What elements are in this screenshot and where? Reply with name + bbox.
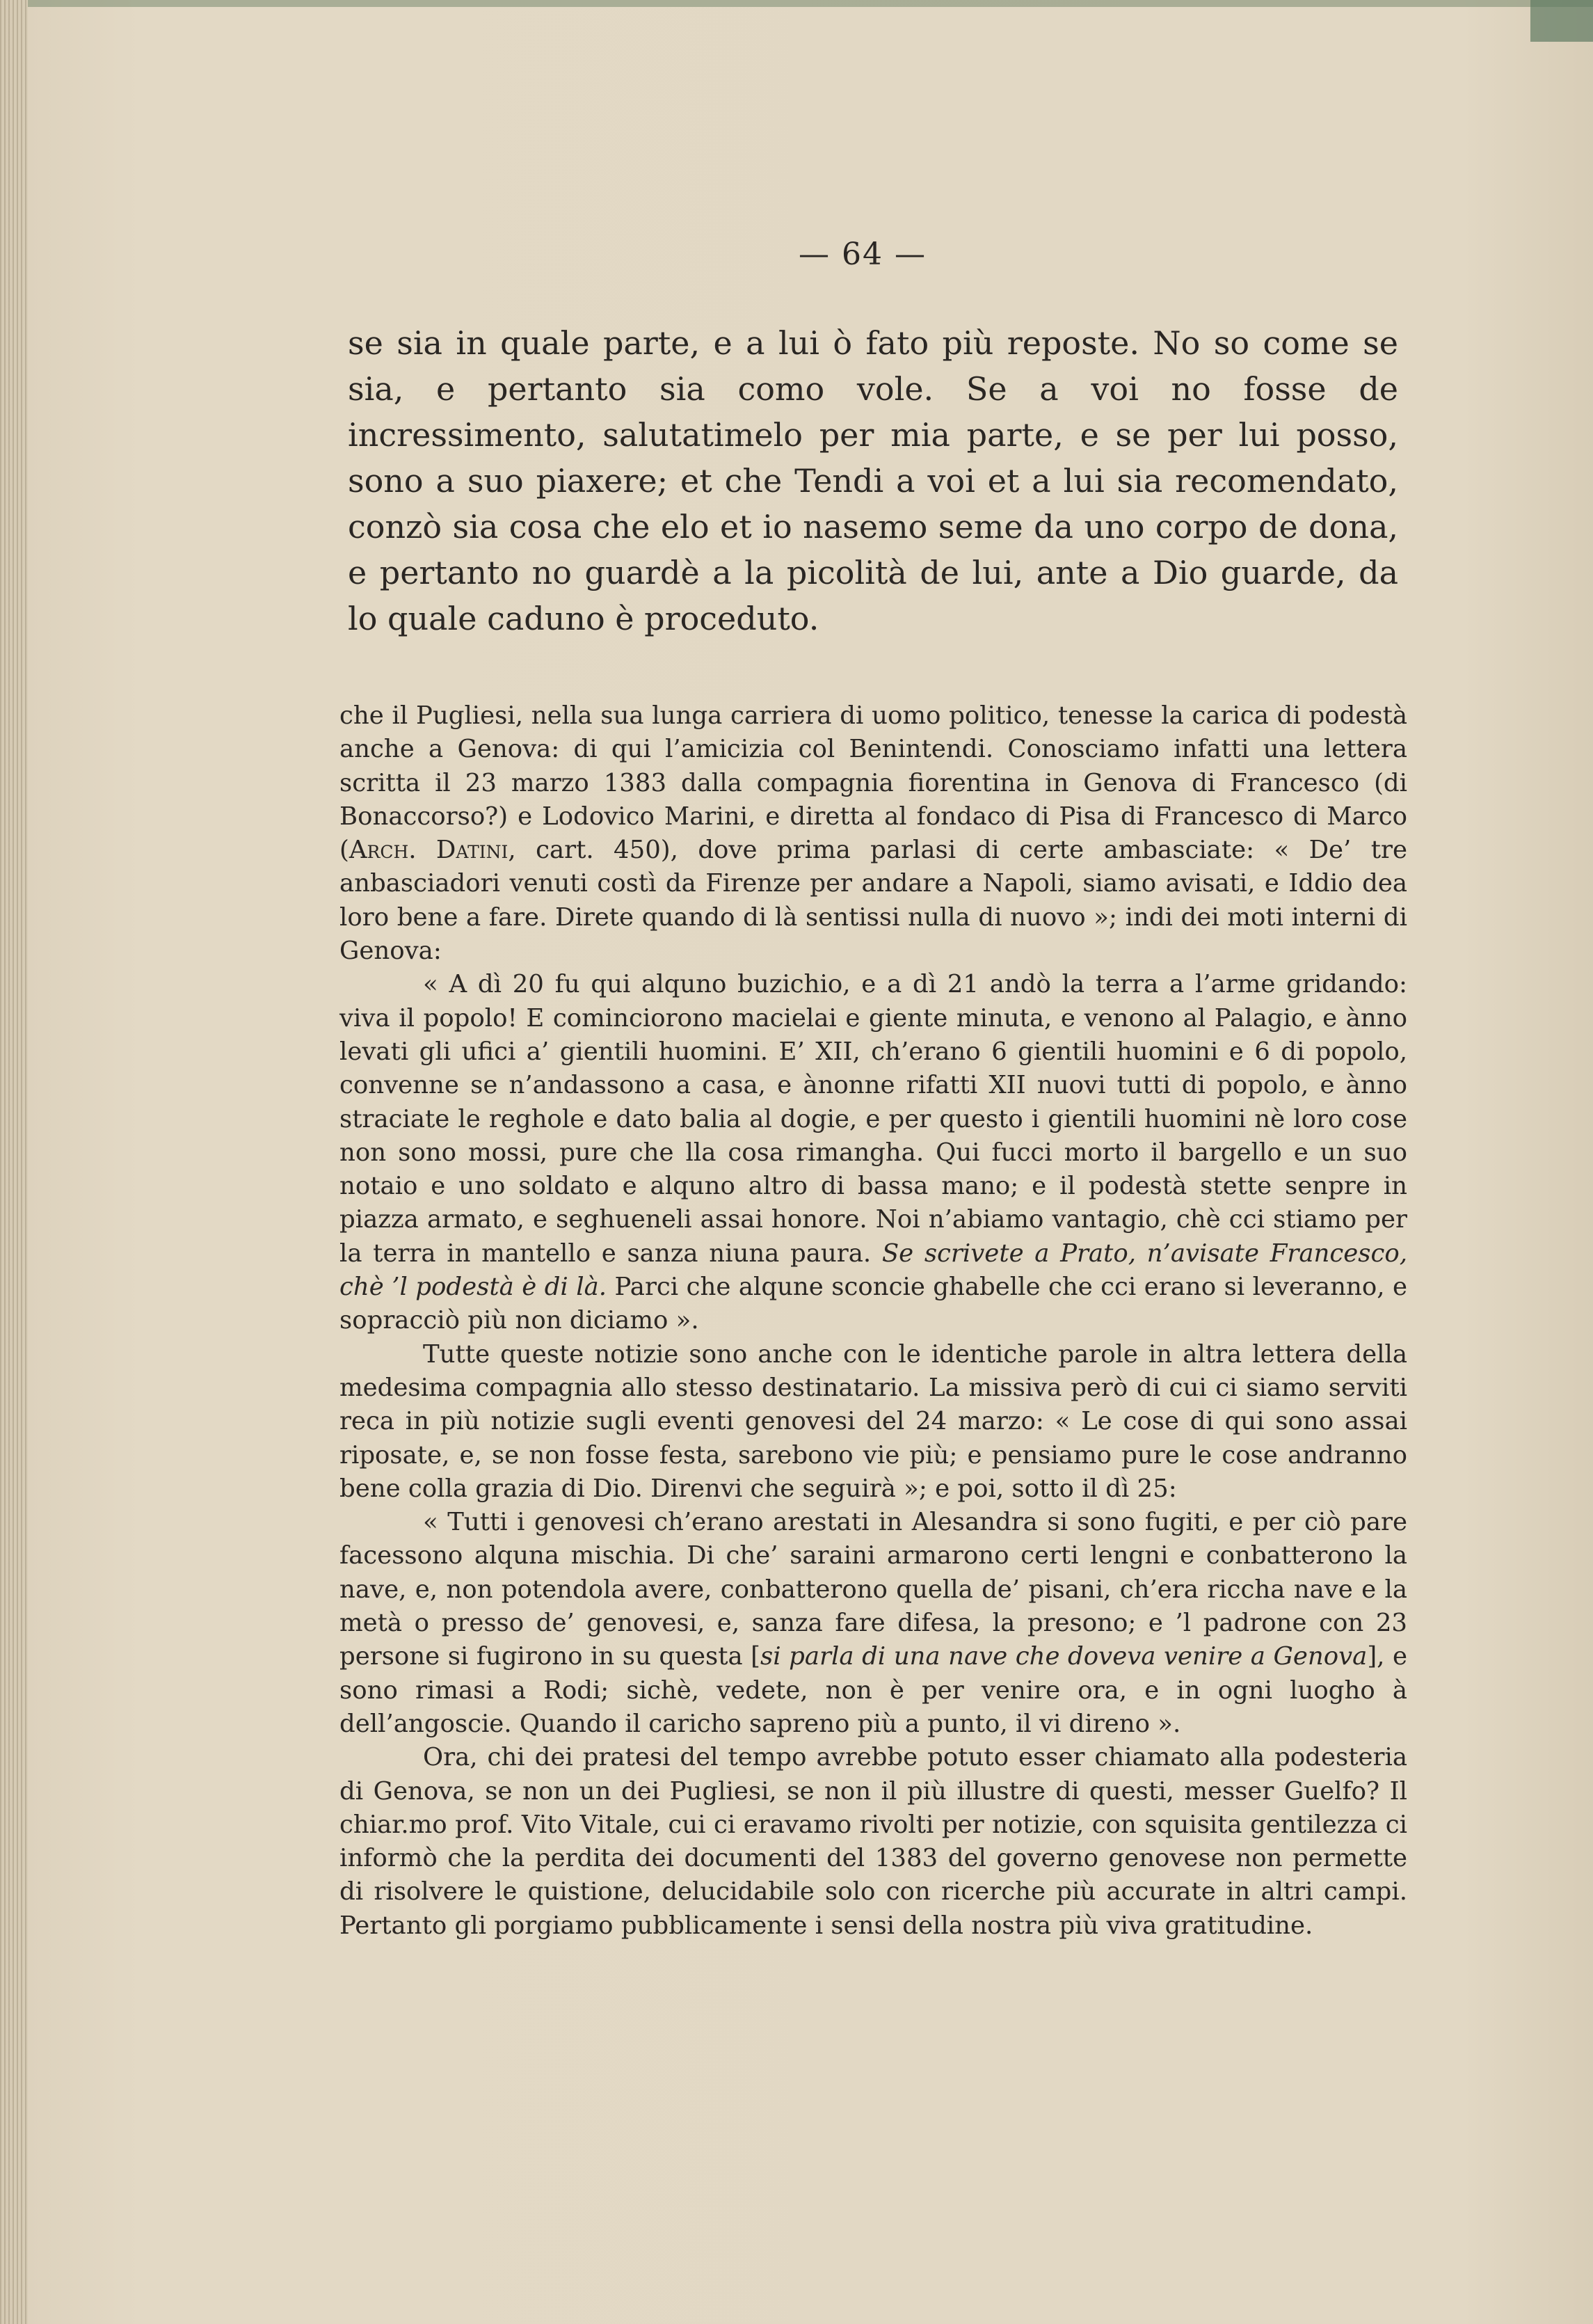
paragraph-2-b: Parci che alqune sconcie ghabelle che cci erano si leveranno, e sopracciò più non diciamo ». — [339, 1273, 1408, 1335]
paragraph-4-b: ], e sono rimasi a Rodi; sichè, vedete, non è per venire ora, e in ogni luogho à dell’angoscie. Quando il caricho sapreno più a punto, il vi direno ». — [339, 1642, 1407, 1738]
paragraph-1 — [339, 699, 1407, 968]
paragraph-1-a: che il Pugliesi, nella sua lunga carriera di uomo politico, tenesse la carica di podestà anche a Genova: di qui l’amicizia col Benintendi. Conosciamo infatti una lettera scritta il 23 marzo 1383 dalla compagnia fiorentina in Genova di Francesco (di Bonaccorso?) e Lodovico Marini, e diretta al fondaco di Pisa di Francesco di Marco ( — [339, 701, 1407, 865]
paragraph-2-quote — [339, 968, 1407, 1337]
paragraph-4-a: « Tutti i genovesi ch’erano arestati in Alesandra si sono fugiti, e per ciò pare facessono alquna mischia. Di che’ saraini armarono certi lengni e conbatterono la nave, e, non potendola avere, conbatterono quella de’ pisani, ch’era riccha nave e la metà o presso de’ genovesi, e, sanza fare difesa, la presono; e ’l padrone con 23 persone si fugirono in su questa [ — [339, 1508, 1407, 1671]
verse-text: se sia in quale parte, e a lui ò fato più reposte. No so come se sia, e pertanto sia como vole. Se a voi no fosse de incressimento, salutatimelo per mia parte, e se per lui posso, sono a suo piaxere; et che Tendi a voi et a lui sia recomendato, conzò sia cosa che elo et io nasemo seme da uno corpo de dona, e pertanto no guardè a la picolità de lui, ante a Dio guarde, da lo quale caduno è proceduto. — [348, 324, 1398, 637]
paragraph-5: Ora, chi dei pratesi del tempo avrebbe potuto esser chiamato alla podesteria di Genova, se non un dei Pugliesi, se non il più illustre di questi, messer Guelfo? Il chiar.mo prof. Vito Vitale, cui ci eravamo rivolti per notizie, con squisita gentilezza ci informò che la perdita dei documenti del 1383 del governo genovese non permette di risolvere le quistione, delucidabile solo con ricerche più accurate in altri campi. Pertanto gli porgiamo pubblicamente i sensi della nostra più viva gratitudine. — [339, 1743, 1407, 1940]
paragraph-4-italic: si parla di una nave che doveva venire a Genova — [760, 1642, 1368, 1671]
paragraph-1-b: , cart. 450), dove prima parlasi di certe ambasciate: « De’ tre anbasciadori venuti costì da Firenze per andare a Napoli, siamo avisati, e Iddio dea loro bene a fare. Direte quando di là sentissi nulla di nuovo »; indi dei moti interni di Genova: — [339, 836, 1407, 966]
page-edge-stack — [0, 0, 28, 2324]
body-text — [339, 699, 1407, 1943]
paragraph-3: Tutte queste notizie sono anche con le identiche parole in altra lettera della medesima compagnia allo stesso destinatario. La missiva però di cui ci siamo serviti reca in più notizie sugli eventi genovesi del 24 marzo: « Le cose di qui sono assai riposate, e, se non fosse festa, sarebono vie più; e pensiamo pure le cose andranno bene colla grazia di Dio. Direnvi che seguirà »; e poi, sotto il dì 25: — [339, 1339, 1407, 1503]
paragraph-2-a: « A dì 20 fu qui alquno buzichio, e a dì 21 andò la terra a l’arme gridando: viva il popolo! E cominciorono macielai e giente minuta, e venono al Palagio, e ànno levati gli ufici a’ gientili huomini. E’ XII, ch’erano 6 gientili huomini e 6 di popolo, convenne se n’andassono a casa, e ànonne rifatti XII nuovi tutti di popolo, e ànno straciate le reghole e dato balia al dogie, e per questo i gientili huomini nè loro cose non sono mossi, pure che lla cosa rimangha. Qui fucci morto il bargello e un suo notaio e uno soldato e alquno altro di bassa mano; e il podestà stette senpre in piazza armato, e seghueneli assai honore. Noi n’abiamo vantagio, chè cci stiamo per la terra in mantello e sanza niuna paura. — [339, 970, 1407, 1268]
paragraph-2-italic: Se scrivete a Prato, n’avisate Francesco, chè ’l podestà è di là. — [339, 1239, 1407, 1302]
top-binding-band — [28, 0, 1593, 7]
page-number: — 64 — — [799, 237, 927, 272]
verse-quotation — [348, 320, 1398, 642]
cover-corner — [1530, 0, 1593, 42]
archive-reference: Arch. Datini — [349, 836, 509, 865]
paragraph-4-quote — [339, 1506, 1407, 1741]
